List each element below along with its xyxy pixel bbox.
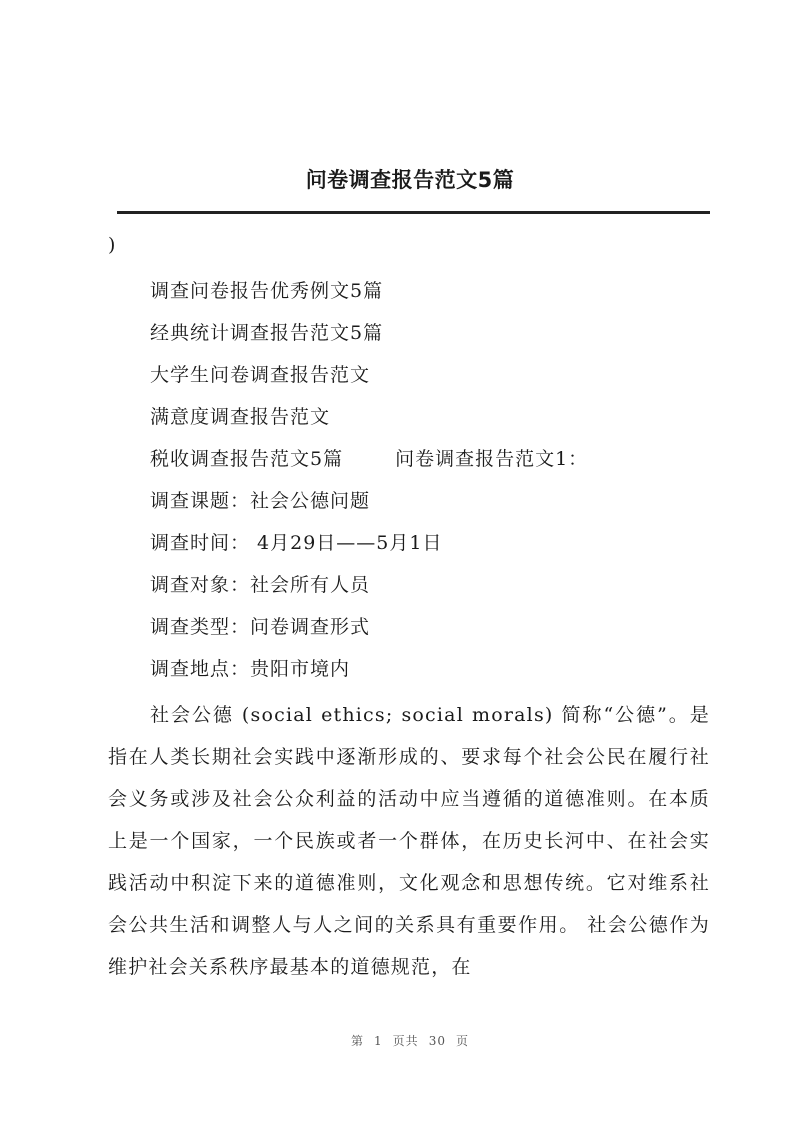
- footer-prefix: 第: [351, 1034, 365, 1048]
- field-type: 调查类型：问卷调查形式: [150, 616, 371, 638]
- toc-item: 税收调查报告范文5篇: [150, 448, 344, 470]
- field-location: 调查地点：贵阳市境内: [150, 658, 351, 680]
- toc-item: 经典统计调查报告范文5篇: [150, 322, 384, 344]
- body-paragraph: 社会公德 (social ethics; social morals) 简称“公德”。是指在人类长期社会实践中逐渐形成的、要求每个社会公民在履行社会义务或涉及社会公众利益的活动中应当遵循的道德准则。在本质上是一个国家，一个民族或者一个群体，在历史长河中、在社会实践活动中积淀下来的道德准则，文化观念和思想传统。它对维系社会公共生活和调整人与人之间的关系具有重要作用。 社会公德作为维护社会关系秩序最基本的道德规范，在: [108, 704, 710, 978]
- page-total: 30: [428, 1034, 446, 1048]
- page-number: 1: [374, 1034, 383, 1048]
- toc-item: 大学生问卷调查报告范文: [150, 364, 371, 386]
- stray-mark: ): [108, 234, 116, 256]
- page-footer: [0, 1032, 800, 1049]
- field-subject: 调查对象：社会所有人员: [150, 574, 371, 596]
- toc-item: 满意度调查报告范文: [150, 406, 331, 428]
- toc-item: 调查问卷报告优秀例文5篇: [150, 280, 384, 302]
- footer-suffix: 页: [455, 1034, 469, 1048]
- footer-mid: 页共: [392, 1034, 419, 1048]
- field-time: 调查时间： 4月29日——5月1日: [150, 532, 443, 554]
- document-title: 问卷调查报告范文5篇: [305, 168, 515, 192]
- title-divider: [117, 211, 710, 214]
- section-heading: 问卷调查报告范文1：: [395, 448, 589, 470]
- field-topic: 调查课题：社会公德问题: [150, 490, 371, 512]
- toc-item-with-heading: [150, 444, 588, 471]
